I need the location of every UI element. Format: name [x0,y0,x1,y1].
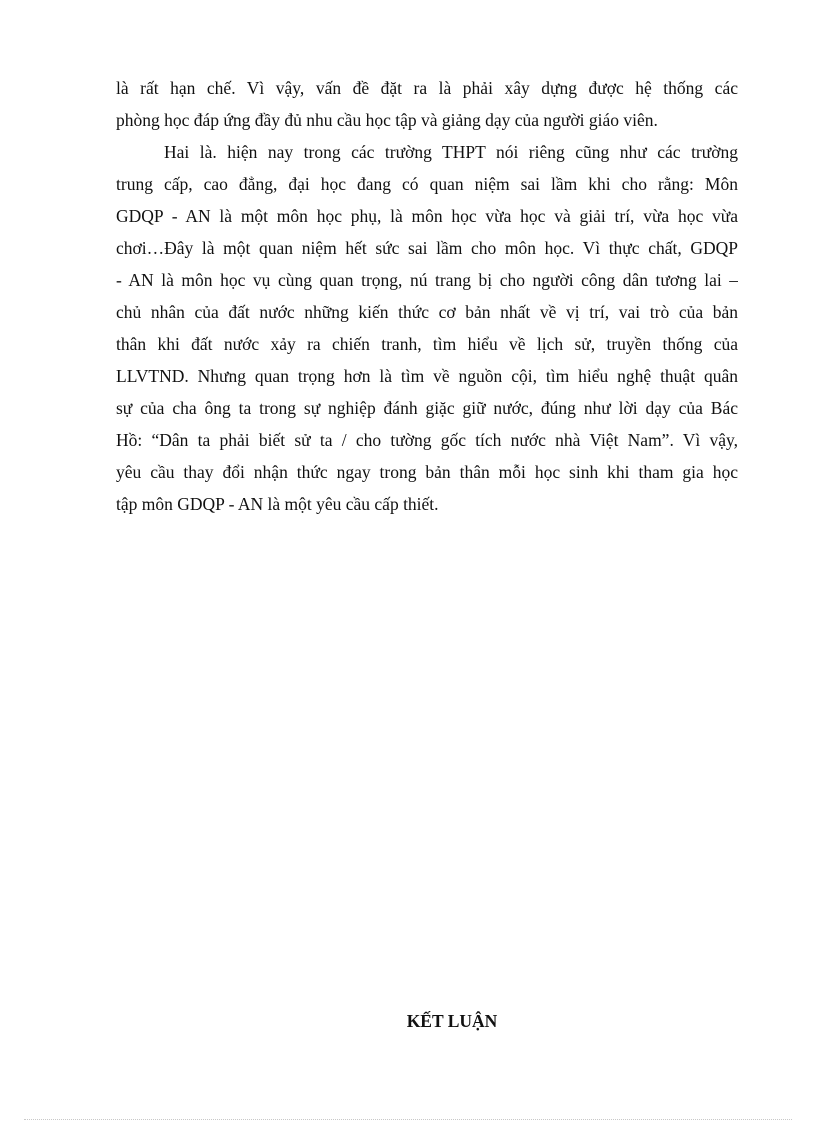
text-line: chủ nhân của đất nước những kiến thức cơ bản nhất về vị trí, vai trò của bản [116,302,738,322]
text-line: tập môn GDQP - AN là một yêu cầu cấp thiết. [116,494,439,514]
text-line: trung cấp, cao đẳng, đại học đang có quan niệm sai lầm khi cho rằng: Môn [116,174,738,194]
text-line: Hai là. hiện nay trong các trường THPT nói riêng cũng như các trường [164,142,738,162]
text-line: yêu cầu thay đổi nhận thức ngay trong bản thân mỗi học sinh khi tham gia học [116,462,738,482]
paragraph-hai-la [116,136,738,520]
text-line: - AN là môn học vụ cùng quan trọng, nú trang bị cho người công dân tương lai – [116,270,738,290]
section-heading: KẾT LUẬN [406,1011,498,1031]
text-line: Hồ: “Dân ta phải biết sử ta / cho tường gốc tích nước nhà Việt Nam”. Vì vậy, [116,430,738,450]
page-bottom-divider [24,1119,792,1120]
paragraph-continuation [116,72,738,136]
text-line: chơi…Đây là một quan niệm hết sức sai lầm cho môn học. Vì thực chất, GDQP [116,238,738,258]
text-line: sự của cha ông ta trong sự nghiệp đánh giặc giữ nước, đúng như lời dạy của Bác [116,398,738,418]
text-line: thân khi đất nước xảy ra chiến tranh, tìm hiểu về lịch sử, truyền thống của [116,334,738,354]
body-text [116,72,738,520]
text-line: là rất hạn chế. Vì vậy, vấn đề đặt ra là phải xây dựng được hệ thống các [116,78,738,98]
text-line: GDQP - AN là một môn học phụ, là môn học vừa học và giải trí, vừa học vừa [116,206,738,226]
text-line: phòng học đáp ứng đầy đủ nhu cầu học tập và giảng dạy của người giáo viên. [116,110,658,130]
text-line: LLVTND. Nhưng quan trọng hơn là tìm về nguồn cội, tìm hiểu nghệ thuật quân [116,366,738,386]
